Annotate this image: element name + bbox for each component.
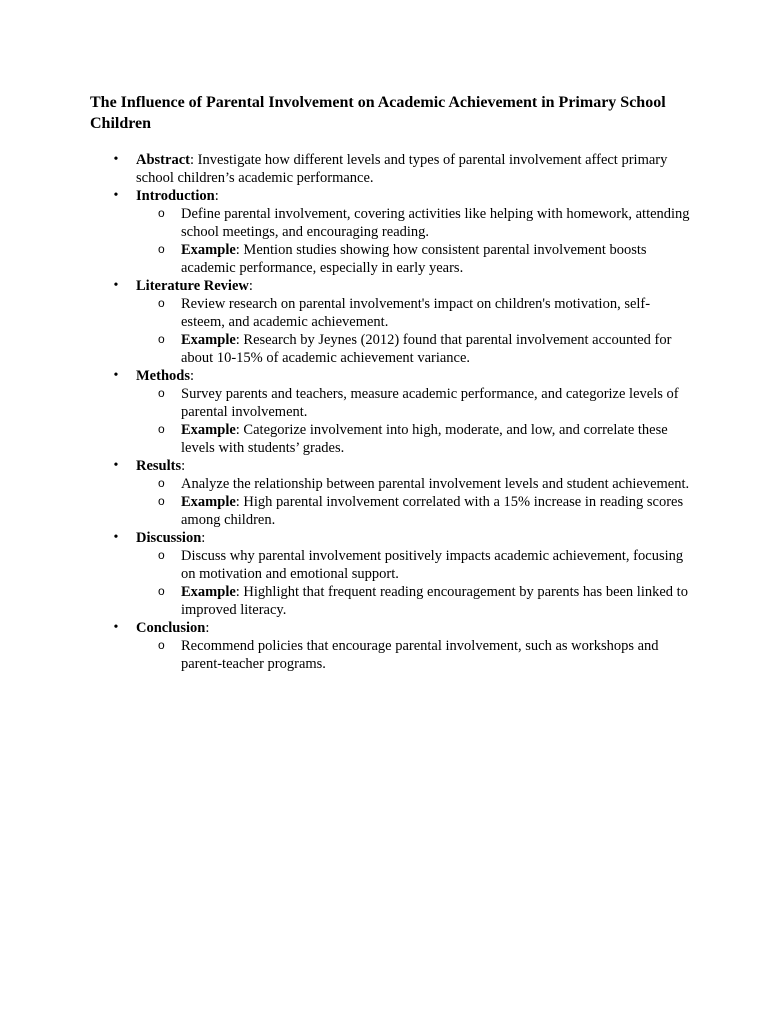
list-item: [136, 637, 690, 673]
section-heading: Results: [136, 458, 182, 474]
section-text: :: [189, 368, 195, 384]
sub-list-discussion: [90, 547, 690, 619]
item-lead: Example: [181, 494, 236, 510]
section-conclusion: [90, 619, 690, 637]
bullet-icon: •: [113, 530, 119, 545]
section-discussion: [90, 529, 690, 547]
section-text: :: [205, 620, 210, 636]
list-item: [136, 547, 690, 583]
item-lead: Example: [181, 242, 236, 258]
section-heading: Discussion: [136, 530, 202, 546]
sub-list-literature-review: [90, 295, 690, 367]
list-item: [136, 205, 690, 241]
section-text: : Investigate how different levels and types of parental involvement affect primary school children’s academic performance.: [136, 152, 668, 186]
item-text: : Highlight that frequent reading encouragement by parents has been linked to improved literacy.: [181, 584, 688, 618]
sub-bullet-icon: o: [158, 386, 165, 400]
document-title: The Influence of Parental Involvement on Academic Achievement in Primary School Children: [90, 94, 666, 132]
section-text: :: [181, 458, 186, 474]
list-item: [136, 241, 690, 277]
item-text: : Mention studies showing how consistent parental involvement boosts academic performance, especially in early years.: [181, 242, 647, 276]
section-methods: [90, 367, 690, 385]
sub-bullet-icon: o: [158, 242, 165, 256]
sub-bullet-icon: o: [158, 206, 165, 220]
outline-list: [90, 151, 690, 673]
sub-bullet-icon: o: [158, 422, 165, 436]
section-heading: Introduction: [136, 188, 215, 204]
list-item: [136, 331, 690, 367]
sub-list-methods: [90, 385, 690, 457]
list-item: [136, 295, 690, 331]
item-lead: Example: [181, 422, 236, 438]
section-heading: Conclusion: [136, 620, 206, 636]
bullet-icon: •: [113, 278, 119, 293]
item-lead: Example: [181, 332, 236, 348]
sub-bullet-icon: o: [158, 332, 165, 346]
item-text: : High parental involvement correlated with a 15% increase in reading scores among children.: [181, 494, 684, 528]
list-item: [136, 421, 690, 457]
section-abstract: [90, 151, 690, 187]
list-item: [136, 493, 690, 529]
section-heading: Abstract: [136, 152, 190, 168]
sub-list-introduction: [90, 205, 690, 277]
item-text: Discuss why parental involvement positively impacts academic achievement, focusing on motivation and emotional support.: [181, 548, 684, 582]
bullet-icon: •: [113, 152, 119, 167]
sub-bullet-icon: o: [158, 548, 165, 562]
sub-bullet-icon: o: [158, 494, 165, 508]
bullet-icon: •: [113, 188, 119, 203]
section-literature-review: [90, 277, 690, 295]
section-text: :: [214, 188, 219, 204]
section-heading: Methods: [136, 368, 190, 384]
item-text: : Research by Jeynes (2012) found that parental involvement accounted for about 10-15% of academic achievement variance.: [181, 332, 672, 366]
list-item: [136, 385, 690, 421]
item-text: Review research on parental involvement's impact on children's motivation, self-esteem, and academic achievement.: [181, 296, 651, 330]
bullet-icon: •: [113, 458, 119, 473]
sub-bullet-icon: o: [158, 584, 165, 598]
sub-bullet-icon: o: [158, 638, 165, 652]
item-text: Recommend policies that encourage parental involvement, such as workshops and parent-teacher programs.: [181, 638, 659, 672]
sub-list-results: [90, 475, 690, 529]
item-text: Analyze the relationship between parental involvement levels and student achievement.: [181, 476, 690, 492]
section-introduction: [90, 187, 690, 205]
bullet-icon: •: [113, 368, 119, 383]
item-text: Define parental involvement, covering activities like helping with homework, attending school meetings, and encouraging reading.: [181, 206, 690, 240]
item-lead: Example: [181, 584, 236, 600]
section-text: :: [201, 530, 206, 546]
sub-bullet-icon: o: [158, 296, 165, 310]
list-item: [136, 583, 690, 619]
sub-bullet-icon: o: [158, 476, 165, 490]
sub-list-conclusion: [90, 637, 690, 673]
section-heading: Literature Review: [136, 278, 249, 294]
list-item: [136, 475, 690, 493]
section-results: [90, 457, 690, 475]
item-text: Survey parents and teachers, measure academic performance, and categorize levels of parental involvement.: [181, 386, 679, 420]
bullet-icon: •: [113, 620, 119, 635]
section-text: :: [248, 278, 253, 294]
item-text: : Categorize involvement into high, moderate, and low, and correlate these levels with students’ grades.: [181, 422, 668, 456]
